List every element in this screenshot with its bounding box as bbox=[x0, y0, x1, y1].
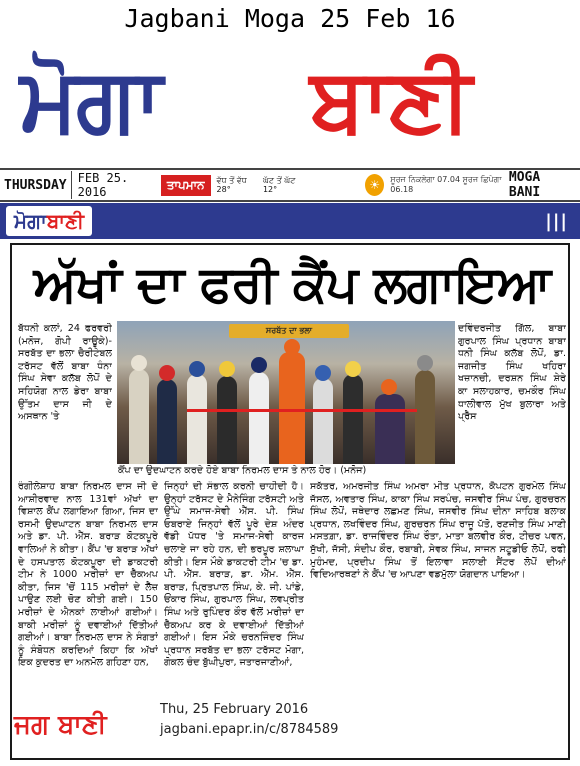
photo-turban bbox=[251, 357, 267, 373]
footer-url[interactable]: jagbani.epapr.in/c/8784589 bbox=[160, 722, 339, 737]
photo-turban bbox=[131, 355, 147, 371]
photo-person bbox=[343, 374, 363, 464]
photo-turban bbox=[284, 339, 300, 355]
photo-caption: ਕੈਂਪ ਦਾ ਉਦਘਾਟਨ ਕਰਦੇ ਹੋਏ ਬਾਬਾ ਨਿਰਮਲ ਦਾਸ ਤੇ ਨਾਲ ਹੋਰ। (ਮਨੋਜ) bbox=[118, 465, 367, 476]
photo-person bbox=[217, 376, 237, 464]
temperature-min: ਘੱਟ ਤੋਂ ਘੱਟ 12° bbox=[262, 176, 296, 194]
issue-date: FEB 25. 2016 bbox=[71, 171, 159, 199]
sun-times: ਸੂਰਜ ਨਿਕਲੇਗਾ 07.04 ਸੂਰਜ ਛਿਪੇਗਾ 06.18 bbox=[390, 175, 502, 194]
photo-person bbox=[313, 378, 333, 464]
section-mark-icon: ||| bbox=[545, 211, 568, 232]
article-column-right-top: ਦਵਿੰਦਰਜੀਤ ਗਿੱਲ, ਬਾਬਾ ਗੁਰਪਾਲ ਸਿੰਘ ਪ੍ਰਧਾਨ ਬਾਬਾ ਧਨੀ ਸਿੰਘ ਕਲੱਬ ਲੋਪੋਂ, ਡਾ. ਜਗਜੀਤ ਸਿੰਘ ਖਹਿਰਾ ਖਜ਼ਾਨਚੀ, ਦਰਸ਼ਨ ਸਿੰਘ ਸ਼ੇਰੇ ਕਾ ਸਲਾਹਕਾਰ, ਚਮਕੌਰ ਸਿੰਘ ਧਾਲੀਵਾਲ ਮੁੱਖ ਬੁਲਾਰਾ ਅਤੇ ਪ੍ਰੈੱਸ bbox=[458, 323, 566, 423]
article-headline: ਅੱਖਾਂ ਦਾ ਫਰੀ ਕੈਂਪ ਲਗਾਇਆ bbox=[33, 255, 551, 313]
epaper-caption: Jagbani Moga 25 Feb 16 bbox=[124, 4, 456, 33]
weekday: THURSDAY bbox=[4, 177, 67, 193]
brand-name: MOGA BANI bbox=[508, 170, 541, 200]
article-column-1: ਰੰਗੀਲੇਸ਼ਾਹ ਬਾਬਾ ਨਿਰਮਲ ਦਾਸ ਜੀ ਦੇ ਆਸ਼ੀਰਵਾਦ ਨਾਲ 131ਵਾਂ ਅੱਖਾਂ ਦਾ ਵਿਸ਼ਾਲ ਕੈਂਪ ਲਗਾਇਆ ਗਿਆ, ਜਿਸ ਦਾ ਰਸਮੀ ਉਦਘਾਟਨ ਬਾਬਾ ਨਿਰਮਲ ਦਾਸ ਅਤੇ ਡਾ. ਪੀ. ਐੱਸ. ਬਰਾੜ ਕੋਟਕਪੂਰੇ ਵਾਲਿਆਂ ਨੇ ਕੀਤਾ। ਕੈਂਪ 'ਚ ਬਰਾੜ ਅੱਖਾਂ ਦੇ ਹਸਪਤਾਲ ਕੋਟਕਪੂਰਾ ਦੀ ਡਾਕਟਰੀ ਟੀਮ ਨੇ 1000 ਮਰੀਜ਼ਾਂ ਦਾ ਚੈੱਕਅਪ ਕੀਤਾ, ਜਿਸ 'ਚੋਂ 115 ਮਰੀਜ਼ਾਂ ਦੇ ਲੈੱਜ਼ ਪਾਉਣ ਲਈ ਚੋਣ ਕੀਤੀ ਗਈ। 150 ਮਰੀਜ਼ਾਂ ਦੇ ਐਨਕਾਂ ਲਾਈਆਂ ਗਈਆਂ। ਬਾਕੀ ਮਰੀਜ਼ਾਂ ਨੂੰ ਦਵਾਈਆਂ ਦਿੱਤੀਆਂ ਗਈਆਂ। ਬਾਬਾ ਨਿਰਮਲ ਦਾਸ ਨੇ ਸੰਗਤਾਂ ਨੂੰ ਸੰਬੋਧਨ ਕਰਦਿਆਂ ਕਿਹਾ ਕਿ ਅੱਖਾਂ ਇਕ ਕੁਦਰਤ ਦਾ ਅਨਮੋਲ ਗਹਿਣਾ ਹਨ, bbox=[18, 481, 158, 669]
masthead bbox=[20, 40, 565, 160]
masthead-title-right: ਬਾਣੀ bbox=[310, 48, 470, 151]
photo-turban bbox=[189, 361, 205, 377]
temperature-values bbox=[217, 176, 306, 194]
photo-turban bbox=[159, 365, 175, 381]
photo-person bbox=[129, 369, 149, 464]
footer-date: Thu, 25 February 2016 bbox=[160, 702, 309, 717]
article-photo bbox=[117, 321, 455, 464]
article-column-2: ਜਿਨ੍ਹਾਂ ਦੀ ਸੰਭਾਲ ਕਰਨੀ ਚਾਹੀਦੀ ਹੈ। ਉਨ੍ਹਾਂ ਟਰੱਸਟ ਦੇ ਮੈਨੇਜਿੰਗ ਟਰੱਸਟੀ ਅਤੇ ਉੱਘੇ ਸਮਾਜ-ਸੇਵੀ ਐੱਸ. ਪੀ. ਸਿੰਘ ਓਬਰਾਏ ਜਿਨ੍ਹਾਂ ਵੱਲੋਂ ਪੂਰੇ ਦੇਸ਼ ਅੰਦਰ ਵੱਡੀ ਪੱਧਰ 'ਤੇ ਸਮਾਜ-ਸੇਵੀ ਕਾਰਜ ਚਲਾਏ ਜਾ ਰਹੇ ਹਨ, ਦੀ ਭਰਪੂਰ ਸ਼ਲਾਘਾ ਕੀਤੀ। ਇਸ ਮੌਕੇ ਡਾਕਟਰੀ ਟੀਮ 'ਚ ਡਾ. ਪੀ. ਐੱਸ. ਬਰਾੜ, ਡਾ. ਐੱਮ. ਐੱਸ. ਬਰਾੜ, ਪ੍ਰਿਤਪਾਲ ਸਿੰਘ, ਕੇ. ਜੀ. ਪਾਂਡੇ, ਓਂਕਾਰ ਸਿੰਘ, ਗੁਰਪਾਲ ਸਿੰਘ, ਲਵਪ੍ਰੀਤ ਸਿੰਘ ਅਤੇ ਰੁਪਿੰਦਰ ਕੌਰ ਵੱਲੋਂ ਮਰੀਜ਼ਾਂ ਦਾ ਚੈੱਕਅਪ ਕਰ ਕੇ ਦਵਾਈਆਂ ਦਿੱਤੀਆਂ ਗਈਆਂ। ਇਸ ਮੌਕੇ ਚਰਨਜਿੰਦਰ ਸਿੰਘ ਪ੍ਰਧਾਨ ਸਰਬੱਤ ਦਾ ਭਲਾ ਟਰੱਸਟ ਮੋਗਾ, ਗੋਕਲ ਚੰਦ ਬੁੱਘੀਪੁਰਾ, ਜਤਾਰਜਾਣੀਆਂ, bbox=[164, 481, 304, 669]
photo-person-seated bbox=[375, 394, 405, 464]
article-column-3: ਸਕੱਤਰ, ਅਮਰਜੀਤ ਸਿੰਘ ਅਮਰਾ ਮੀਤ ਪ੍ਰਧਾਨ, ਕੈਪਟਨ ਗੁਰਮੇਲ ਸਿੰਘ ਜੱਸਲ, ਅਵਤਾਰ ਸਿੰਘ, ਕਾਕਾ ਸਿੰਘ ਸਰਪੰਚ, ਜਸਵੀਰ ਸਿੰਘ ਪੰਚ, ਗੁਰਚਰਨ ਸਿੰਘ ਲੋਪੋਂ, ਜਥੇਦਾਰ ਲਛਮਣ ਸਿੰਘ, ਜਸਵੀਰ ਸਿੰਘ ਦੀਨਾ ਸਾਹਿਬ ਬਲਾਕ ਪ੍ਰਧਾਨ, ਲਖਵਿੰਦਰ ਸਿੰਘ, ਗੁਰਚਰਨ ਸਿੰਘ ਰਾਜੂ ਪੱਤੋ, ਰਣਜੀਤ ਸਿੰਘ ਮਾਣੀ ਮਸਤਗ਼ਾ, ਡਾ. ਰਾਜਵਿੰਦਰ ਸਿੰਘ ਰੌਤਾ, ਮਾਤਾ ਬਲਵੀਰ ਕੌਰ, ਟੀਚਰ ਪਵਨ, ਸੁੱਖੀ, ਜੱਸੀ, ਸੰਦੀਪ ਕੌਰ, ਰਬਾਬੀ, ਸੇਵਕ ਸਿੰਘ, ਸਾਜਨ ਸਟੂਡੀਓ ਲੋਪੋਂ, ਰਫੀ ਮੁਹੰਮਦ, ਪ੍ਰਦੀਪ ਸਿੰਘ ਤੋਂ ਇਲਾਵਾ ਸਲਾਈ ਸੈਂਟਰ ਲੋਪੋਂ ਦੀਆਂ ਵਿਦਿਆਰਥਣਾਂ ਨੇ ਕੈਂਪ 'ਚ ਆਪਣਾ ਵਡਮੁੱਲਾ ਯੋਗਦਾਨ ਪਾਇਆ। bbox=[310, 481, 566, 581]
section-logo-part2: ਬਾਣੀ bbox=[46, 209, 85, 233]
section-logo-part1: ਮੋਗਾ bbox=[14, 209, 47, 233]
photo-person bbox=[415, 370, 435, 464]
footer-logo: ਜਗ ਬਾਣੀ bbox=[14, 710, 107, 740]
photo-ribbon bbox=[187, 409, 417, 412]
photo-turban bbox=[345, 361, 361, 377]
date-bar bbox=[0, 168, 580, 202]
photo-turban bbox=[219, 361, 235, 377]
temperature-max: ਵੱਧ ਤੋਂ ਵੱਧ 28° bbox=[216, 176, 247, 194]
temperature-label: ਤਾਪਮਾਨ bbox=[161, 175, 211, 196]
photo-person bbox=[249, 372, 269, 464]
photo-person bbox=[157, 379, 177, 464]
article-clipping bbox=[10, 243, 570, 760]
section-bar bbox=[0, 203, 580, 239]
photo-banner: ਸਰਬੱਤ ਦਾ ਭਲਾ bbox=[229, 324, 349, 338]
photo-person bbox=[187, 374, 207, 464]
masthead-title-left: ਮੋਗਾ bbox=[20, 48, 161, 151]
article-intro: ਬੱਧਨੀ ਕਲਾਂ, 24 ਫਰਵਰੀ (ਮਨੋਜ, ਗੋਪੀ ਰਾਊਕੇ)- ਸਰਬੱਤ ਦਾ ਭਲਾ ਚੈਰੀਟੇਬਲ ਟਰੱਸਟ ਵੱਲੋਂ ਬਾਬਾ ਧੰਨਾ ਸਿੰਘ ਸੇਵਾ ਕਲੱਬ ਲੋਪੋਂ ਦੇ ਸਹਿਯੋਗ ਨਾਲ ਡੇਰਾ ਬਾਬਾ ਉੱਤਮ ਦਾਸ ਜੀ ਦੇ ਅਸਥਾਨ 'ਤੇ bbox=[18, 323, 112, 423]
photo-turban bbox=[381, 379, 397, 395]
photo-person-saffron bbox=[279, 352, 305, 464]
photo-turban bbox=[417, 355, 433, 371]
epaper-footer bbox=[12, 697, 568, 758]
photo-turban bbox=[315, 365, 331, 381]
sun-icon: ☀ bbox=[365, 174, 384, 196]
section-logo bbox=[6, 206, 92, 236]
